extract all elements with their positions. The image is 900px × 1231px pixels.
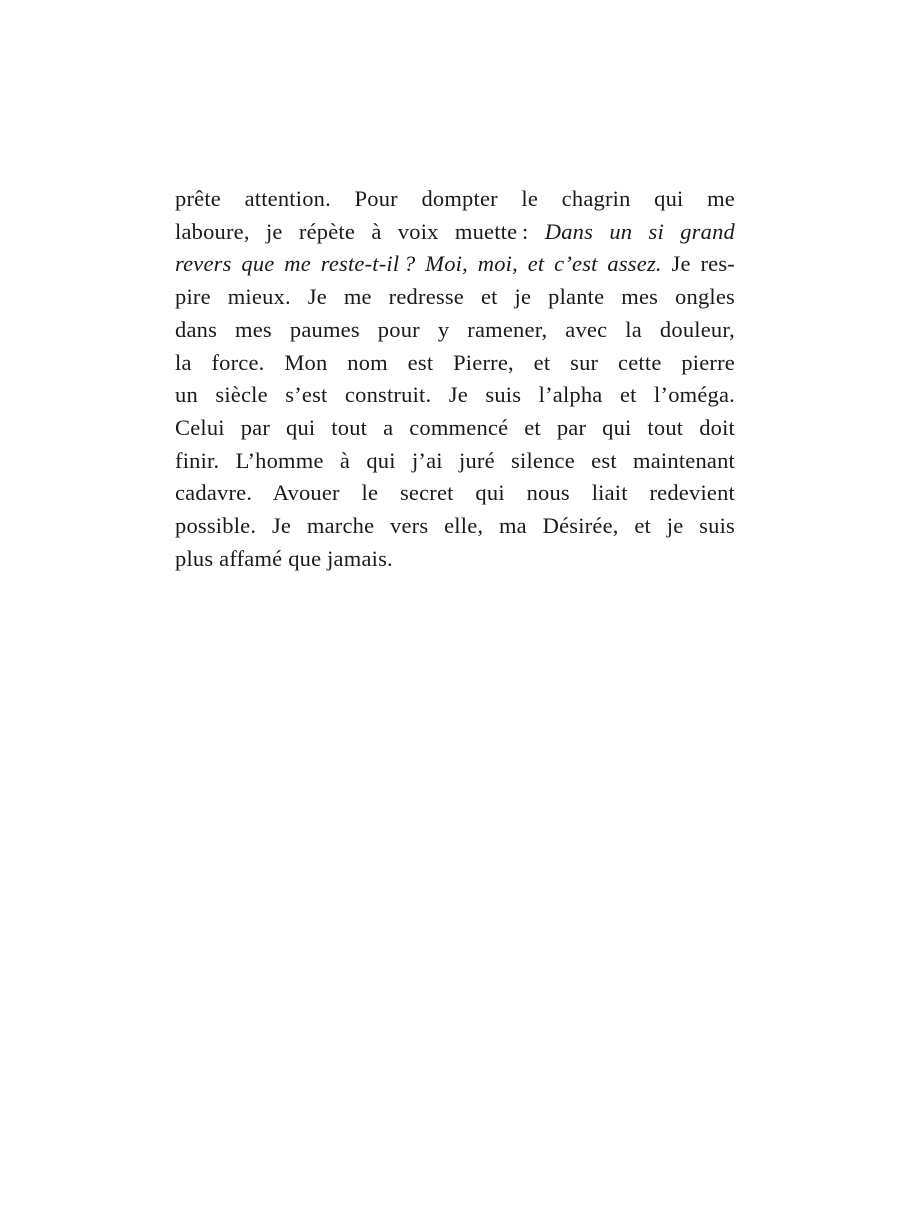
text-segment: dans mes paumes pour y ramener, avec la douleur,: [175, 316, 735, 342]
paragraph: [175, 183, 735, 575]
text-segment: cadavre. Avouer le secret qui nous liait redevient: [175, 480, 735, 506]
text-segment: pire mieux. Je me redresse et je plante mes ongles: [175, 284, 735, 310]
text-segment: Celui par qui tout a commencé et par qui tout doit: [175, 414, 735, 440]
text-segment: un siècle s’est construit. Je suis l’alpha et l’oméga.: [175, 382, 735, 408]
text-segment: plus affamé que jamais.: [175, 545, 393, 571]
text-segment: finir. L’homme à qui j’ai juré silence est maintenant: [175, 447, 735, 473]
text-segment: Je res-: [661, 251, 735, 277]
text-line: [175, 510, 735, 543]
text-line: [175, 347, 735, 380]
text-segment: possible. Je marche vers elle, ma Désirée, et je suis: [175, 513, 735, 539]
text-segment-italic: revers que me reste-t-il ? Moi, moi, et c’est assez.: [175, 251, 662, 277]
text-segment: la force. Mon nom est Pierre, et sur cette pierre: [175, 349, 735, 375]
text-line: [175, 543, 735, 576]
text-line: [175, 183, 735, 216]
text-line: [175, 281, 735, 314]
text-line: [175, 445, 735, 478]
text-line: [175, 248, 735, 281]
text-line: [175, 216, 735, 249]
text-line: [175, 314, 735, 347]
text-segment: prête attention. Pour dompter le chagrin qui me: [175, 186, 735, 211]
text-line: [175, 477, 735, 510]
text-segment: laboure, je répète à voix muette :: [175, 218, 545, 244]
text-line: [175, 379, 735, 412]
text-line: [175, 412, 735, 445]
text-segment-italic: Dans un si grand: [544, 218, 735, 244]
